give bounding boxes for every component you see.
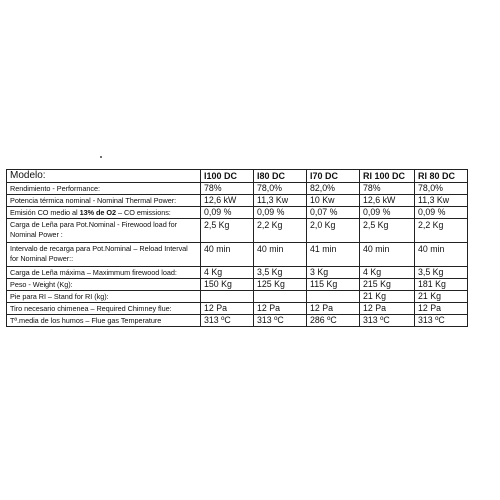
cell-value: 150 Kg xyxy=(201,279,254,291)
cell-value: 40 min xyxy=(360,243,415,267)
cell-value: 215 Kg xyxy=(360,279,415,291)
row-label: Tiro necesario chimenea – Required Chimney flue: xyxy=(7,303,201,315)
model-header-i70dc: I70 DC xyxy=(307,170,360,183)
table-row-chimney-flue xyxy=(7,303,468,315)
row-label: Tª.media de los humos – Flue gas Temperature xyxy=(7,315,201,327)
cell-value: 2,0 Kg xyxy=(307,219,360,243)
row-label: Pie para RI – Stand for RI (kg): xyxy=(7,291,201,303)
cell-value: 181 Kg xyxy=(415,279,468,291)
row-label-pre: Emisión CO medio al xyxy=(10,208,80,217)
specifications-table xyxy=(6,169,468,327)
cell-value: 41 min xyxy=(307,243,360,267)
cell-value: 12 Pa xyxy=(201,303,254,315)
cell-value: 21 Kg xyxy=(360,291,415,303)
table-row-weight xyxy=(7,279,468,291)
model-header-i80dc: I80 DC xyxy=(254,170,307,183)
cell-value: 313 ºC xyxy=(360,315,415,327)
table-row-reload-interval xyxy=(7,243,468,267)
cell-value: 2,5 Kg xyxy=(360,219,415,243)
stray-dot xyxy=(100,156,102,158)
cell-value: 78% xyxy=(201,183,254,195)
cell-value: 0,09 % xyxy=(201,207,254,219)
row-label: Rendimiento - Performance: xyxy=(7,183,201,195)
cell-value: 21 Kg xyxy=(415,291,468,303)
cell-value: 11,3 Kw xyxy=(254,195,307,207)
cell-value: 0,09 % xyxy=(360,207,415,219)
row-label: Potencia térmica nominal - Nominal Thermal Power: xyxy=(7,195,201,207)
cell-value: 11,3 Kw xyxy=(415,195,468,207)
cell-value: 12 Pa xyxy=(360,303,415,315)
cell-value: 40 min xyxy=(415,243,468,267)
cell-value: 115 Kg xyxy=(307,279,360,291)
cell-value: 78% xyxy=(360,183,415,195)
table-row-nominal-power xyxy=(7,195,468,207)
cell-value: 82,0% xyxy=(307,183,360,195)
cell-value: 78,0% xyxy=(415,183,468,195)
table-header-row xyxy=(7,170,468,183)
row-label: Peso - Weight (Kg): xyxy=(7,279,201,291)
cell-value: 125 Kg xyxy=(254,279,307,291)
cell-value: 2,2 Kg xyxy=(415,219,468,243)
cell-value: 4 Kg xyxy=(360,267,415,279)
table-row-flue-gas-temperature xyxy=(7,315,468,327)
cell-value: 12 Pa xyxy=(307,303,360,315)
model-header-label: Modelo: xyxy=(7,170,201,183)
table-row-co-emissions xyxy=(7,207,468,219)
cell-value: 286 ºC xyxy=(307,315,360,327)
cell-value xyxy=(201,291,254,303)
row-label-bold: 13% de O2 xyxy=(79,208,117,217)
row-label: Carga de Leña para Pot.Nominal - Firewood load for Nominal Power : xyxy=(7,219,201,243)
table-row-max-firewood-load xyxy=(7,267,468,279)
cell-value xyxy=(254,291,307,303)
cell-value: 10 Kw xyxy=(307,195,360,207)
cell-value: 0,07 % xyxy=(307,207,360,219)
model-header-ri80dc: RI 80 DC xyxy=(415,170,468,183)
cell-value: 313 ºC xyxy=(201,315,254,327)
table-row-performance xyxy=(7,183,468,195)
model-header-i100dc: I100 DC xyxy=(201,170,254,183)
cell-value: 3,5 Kg xyxy=(415,267,468,279)
cell-value: 0,09 % xyxy=(415,207,468,219)
cell-value: 313 ºC xyxy=(415,315,468,327)
row-label-post: – CO emissions: xyxy=(116,208,171,217)
cell-value: 313 ºC xyxy=(254,315,307,327)
row-label xyxy=(7,207,201,219)
row-label: Intervalo de recarga para Pot.Nominal – Reload Interval for Nominal Power:: xyxy=(7,243,201,267)
cell-value: 4 Kg xyxy=(201,267,254,279)
cell-value: 12 Pa xyxy=(254,303,307,315)
table-row-stand xyxy=(7,291,468,303)
cell-value: 12,6 kW xyxy=(201,195,254,207)
cell-value: 12 Pa xyxy=(415,303,468,315)
cell-value: 3 Kg xyxy=(307,267,360,279)
cell-value: 2,2 Kg xyxy=(254,219,307,243)
cell-value: 0,09 % xyxy=(254,207,307,219)
cell-value: 2,5 Kg xyxy=(201,219,254,243)
row-label: Carga de Leña máxima – Maximmum firewood load: xyxy=(7,267,201,279)
cell-value: 40 min xyxy=(254,243,307,267)
table-row-firewood-load xyxy=(7,219,468,243)
cell-value xyxy=(307,291,360,303)
cell-value: 78,0% xyxy=(254,183,307,195)
cell-value: 12,6 kW xyxy=(360,195,415,207)
cell-value: 40 min xyxy=(201,243,254,267)
cell-value: 3,5 Kg xyxy=(254,267,307,279)
model-header-ri100dc: RI 100 DC xyxy=(360,170,415,183)
